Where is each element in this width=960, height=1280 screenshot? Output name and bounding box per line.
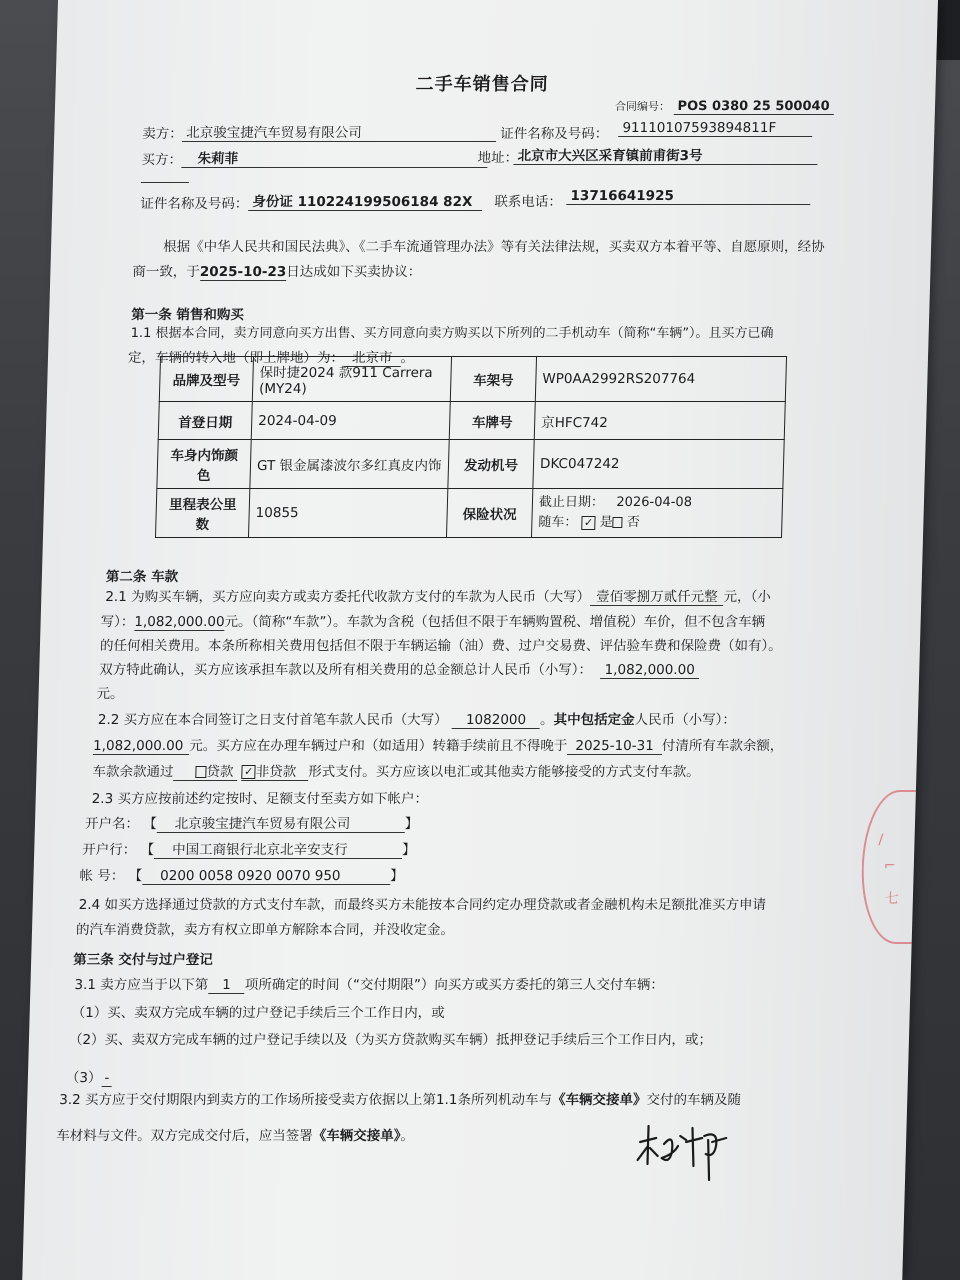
contract-paper xyxy=(22,0,938,1280)
seller-label: 卖方： xyxy=(142,126,183,142)
item-3-value: - xyxy=(101,1070,112,1087)
payment-deadline: 2025-10-31 xyxy=(567,738,662,755)
transfer-suffix: 。 xyxy=(400,350,415,366)
mileage-label: 里程表公里数 xyxy=(155,489,249,538)
transfer-prefix: 定，车辆的转入地（即上牌地）为： xyxy=(127,350,345,366)
loan-checkbox[interactable] xyxy=(195,766,206,778)
account-bank: 中国工商银行北京北辛安支行 xyxy=(154,838,403,859)
bracket-right: 】 xyxy=(404,816,419,832)
intro-prefix: 商一致，于 xyxy=(132,264,201,280)
insurance-label: 保险状况 xyxy=(446,489,532,538)
table-row xyxy=(155,489,782,538)
insurance-value xyxy=(531,489,782,538)
account-number: 0200 0058 0920 0070 950 xyxy=(142,868,390,885)
first-reg-value: 2024-04-09 xyxy=(251,402,450,440)
buyer-name: 朱莉菲 xyxy=(181,147,488,168)
contract-no: POS 0380 25 500040 xyxy=(673,99,834,115)
article-3-2-line-1 xyxy=(59,1088,741,1108)
handover-doc-2: 《车辆交接单》 xyxy=(312,1128,401,1144)
deposit-prefix: 人民币（小写）： xyxy=(634,712,737,728)
nonloan-checkbox[interactable]: ✓ xyxy=(242,765,256,779)
account-bank-label: 开户行： xyxy=(82,842,137,858)
item-3-label: （3） xyxy=(65,1070,102,1086)
account-bank-row xyxy=(82,838,416,859)
article-3-item-3 xyxy=(66,1066,113,1087)
deposit-amount: 1,082,000.00 xyxy=(93,738,190,755)
sign-suffix: 。 xyxy=(400,1128,415,1144)
article-1-title: 第一条 销售和购买 xyxy=(130,307,245,323)
first-payment: 1082000 xyxy=(452,712,541,729)
term-suffix: 项所确定的时间（“交付期限”）向买方或买方委托的第三人交付车辆： xyxy=(244,977,665,993)
plate-value: 京HFC742 xyxy=(534,402,785,440)
seller-cert: 91110107593894811F xyxy=(618,120,812,137)
account-name: 北京骏宝捷汽车贸易有限公司 xyxy=(157,812,406,833)
table-row xyxy=(159,357,786,402)
color-value: GT 银金属漆波尔多红真皮内饰 xyxy=(250,440,449,489)
bracket-left: 【 xyxy=(128,868,143,884)
total-suffix: 元。 xyxy=(96,686,124,702)
company-seal-edge: / ⌐ 七 xyxy=(860,790,936,944)
term-item-number: 1 xyxy=(208,977,245,994)
handover-doc-1: 《车辆交接单》 xyxy=(551,1092,647,1108)
insurance-with-car-row xyxy=(538,513,776,533)
intro-line-1: 根据《中华人民共和国民法典》、《二手车流通管理办法》等有关法律法规，买卖双方本着平等、自愿原则，经协 xyxy=(162,239,825,255)
color-label: 车身内饰颜色 xyxy=(157,440,251,489)
article-2-2-line-2 xyxy=(93,734,784,755)
buyer-cert-label: 证件名称及号码： xyxy=(140,196,249,212)
intro-suffix: 日达成如下买卖协议： xyxy=(286,264,422,280)
article-3-title: 第三条 交付与过户登记 xyxy=(72,952,214,968)
article-2-1-line-1 xyxy=(105,585,771,606)
contract-title: 二手车销售合同 xyxy=(415,74,549,95)
article-3-2-line-2 xyxy=(56,1124,414,1144)
article-1-1-line-1: 1.1 根据本合同，卖方同意向买方出售、买方同意向卖方购买以下所列的二手机动车（简称“车辆”）。且买方已确 xyxy=(130,326,774,341)
table-row xyxy=(157,440,784,489)
buyer-phone: 13716641925 xyxy=(566,188,810,205)
loan-option xyxy=(173,760,238,781)
mileage-value: 10855 xyxy=(248,489,447,538)
sign-prefix: 车材料与文件。双方完成交付后，应当签署 xyxy=(56,1128,313,1144)
article-2-4-line-1: 2.4 如买方选择通过贷款的方式支付车款，而最终买方未能按本合同约定办理贷款或者金融机构未足额批准买方申请 xyxy=(78,897,767,913)
nonloan-label: 非贷款 xyxy=(255,764,297,780)
vin-label: 车架号 xyxy=(450,357,536,402)
buyer-cert: 身份证 110224199506184 82X xyxy=(248,190,483,211)
expiry-label: 截止日期： xyxy=(538,495,605,510)
article-2-1-line-3: 的任何相关费用。本条所称相关费用包括但不限于车辆运输（油）费、过户交易费、评估验车费和保险费（如有）。 xyxy=(99,638,782,654)
article-2-1-line-4 xyxy=(99,658,699,679)
nonloan-option xyxy=(241,760,308,781)
contract-no-label: 合同编号： xyxy=(614,100,671,113)
buyer-address: 北京市大兴区采育镇前甫街3号 xyxy=(513,144,818,165)
brand-value: 保时捷2024 款911 Carrera (MY24) xyxy=(252,357,451,402)
amount-prefix: 写）： xyxy=(100,614,135,630)
amount-suffix: 元。（简称“车款”）。车款为含税（包括但不限于车辆购置税、增值税）车价，但不包含车辆 xyxy=(224,614,766,630)
vehicle-table xyxy=(155,356,787,538)
short-rule xyxy=(141,182,189,183)
first-reg-label: 首登日期 xyxy=(158,402,252,440)
account-no-row xyxy=(79,864,404,885)
engine-value: DKC047242 xyxy=(533,440,784,489)
handwritten-signature xyxy=(633,1118,745,1188)
engine-label: 发动机号 xyxy=(448,440,534,489)
article-3-1 xyxy=(74,973,664,994)
buyer-label: 买方： xyxy=(141,152,183,168)
price-suffix: 元，（小 xyxy=(723,589,772,605)
contract-no-row xyxy=(615,98,834,115)
total-amount: 1,082,000.00 xyxy=(600,662,699,679)
seller-cert-label: 证件名称及号码： xyxy=(500,126,609,142)
vin-value: WP0AA2992RS207764 xyxy=(535,357,786,402)
article-2-3: 2.3 买方应按前述约定按时、足额支付至卖方如下帐户： xyxy=(91,791,429,807)
article-2-2-line-3 xyxy=(92,760,700,781)
price-prefix: 2.1 为购买车辆，买方应向卖方或卖方委托代收款方支付的车款为人民币（大写） xyxy=(105,589,591,605)
phone-label: 联系电话： xyxy=(494,194,563,210)
deadline-suffix: 付清所有车款余额， xyxy=(661,738,784,754)
with-car-label: 随车： xyxy=(538,515,578,530)
handover-prefix: 3.2 买方应于交付期限内到卖方的工作场所接受卖方依据以上第1.1条所列机动车与 xyxy=(59,1092,553,1108)
term-prefix: 3.1 卖方应当于以下第 xyxy=(74,977,209,993)
account-name-label: 开户名： xyxy=(84,816,140,832)
total-prefix: 双方特此确认，买方应该承担车款以及所有相关费用的总金额总计人民币（小写）： xyxy=(99,662,593,678)
plate-label: 车牌号 xyxy=(449,402,535,440)
handover-suffix: 交付的车辆及随 xyxy=(646,1092,742,1108)
yes-label: 是 xyxy=(599,515,613,530)
transfer-city: 北京市 xyxy=(344,346,401,367)
no-label: 否 xyxy=(626,515,641,530)
agreement-date: 2025-10-23 xyxy=(199,264,287,280)
article-3-item-2: （2）买、卖双方完成车辆的过户登记手续以及（为买方贷款购买车辆）抵押登记手续后三个工作日内，或； xyxy=(68,1032,713,1048)
balance-prefix: 车款余款通过 xyxy=(92,764,174,780)
deadline-prefix: 元。买方应在办理车辆过户和（如适用）转籍手续前且不得晚于 xyxy=(189,738,568,754)
bracket-left: 【 xyxy=(140,842,155,858)
bracket-left: 【 xyxy=(143,816,158,832)
expiry-date: 2026-04-08 xyxy=(616,495,693,510)
address-label: 地址： xyxy=(477,150,519,166)
intro-line-2 xyxy=(132,260,421,281)
article-2-title: 第二条 车款 xyxy=(105,569,179,585)
balance-suffix: 形式支付。买方应该以电汇或其他卖方能够接受的方式支付车款。 xyxy=(308,764,700,780)
loan-label: 贷款 xyxy=(206,764,234,780)
price-amount: 1,082,000.00 xyxy=(134,614,225,630)
bracket-right: 】 xyxy=(389,868,404,884)
brand-label: 品牌及型号 xyxy=(159,357,253,402)
yes-checkbox[interactable]: ✓ xyxy=(581,516,595,530)
insurance-expiry-row xyxy=(539,493,777,513)
article-2-1-line-2 xyxy=(100,610,765,631)
account-no-label: 帐 号： xyxy=(79,868,125,884)
article-2-2-line-1 xyxy=(98,708,737,729)
first-pay-dot: 。 xyxy=(539,712,554,728)
account-name-row xyxy=(85,812,419,833)
first-pay-prefix: 2.2 买方应在本合同签订之日支付首笔车款人民币（大写） xyxy=(97,712,448,728)
deposit-label: 其中包括定金 xyxy=(553,712,635,728)
article-2-4-line-2: 的汽车消费贷款，卖方有权立即单方解除本合同，并没收定金。 xyxy=(75,922,455,938)
seller-name: 北京骏宝捷汽车贸易有限公司 xyxy=(182,121,497,142)
no-checkbox[interactable] xyxy=(613,517,623,528)
table-row xyxy=(158,402,785,440)
bracket-right: 】 xyxy=(401,842,416,858)
article-3-item-1: （1）买、卖双方完成车辆的过户登记手续后三个工作日内，或 xyxy=(71,1005,446,1021)
price-in-words: 壹佰零捌万贰仟元整 xyxy=(590,585,724,606)
